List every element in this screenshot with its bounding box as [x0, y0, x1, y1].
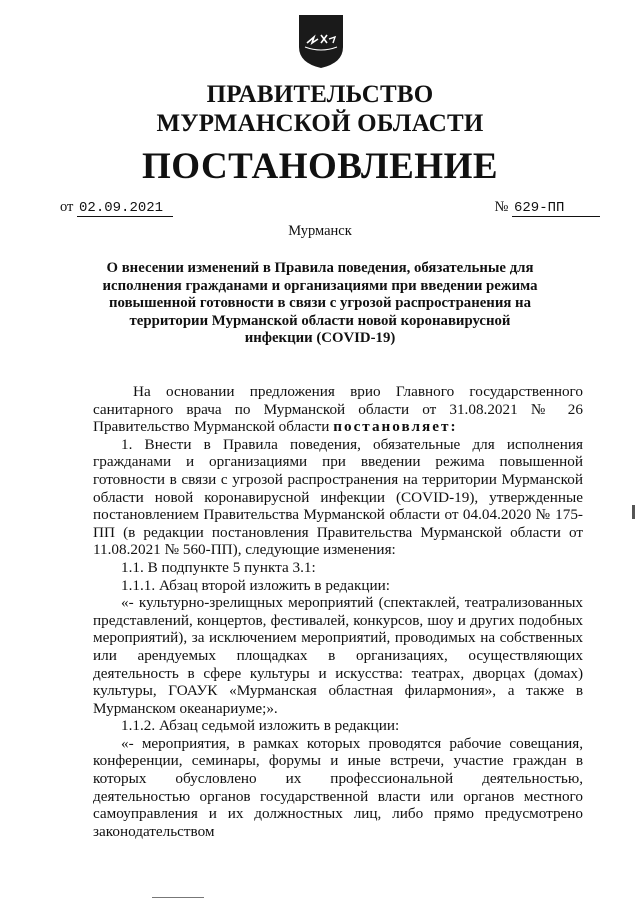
city: Мурманск — [288, 223, 352, 239]
paragraph-1: 1. Внести в Правила поведения, обязательные для исполнения гражданами и организациями при введении режима повышенной готовности в связи с угрозой распространения на территории Мурманской области новой коронавирусной инфекции (COVID-19), утвержденные постановлением Правительства Мурманской области от 04.04.2020 № 175-ПП (в редакции постановления Правительства Мурманской области от 11.08.2021 № 560-ПП), следующие изменения: — [93, 435, 583, 559]
footer-rule — [152, 897, 204, 898]
number-value: 629-ПП — [512, 200, 600, 217]
document-date — [60, 199, 173, 217]
org-line-1: ПРАВИТЕЛЬСТВО — [206, 81, 434, 108]
coat-of-arms-icon — [297, 13, 345, 69]
document-type: ПОСТАНОВЛЕНИЕ — [141, 146, 499, 187]
resolves-word: постановляет: — [333, 418, 458, 436]
number-prefix: № — [494, 199, 509, 215]
paragraph-1-1-1: 1.1.1. Абзац второй изложить в редакции: — [121, 576, 390, 594]
paragraph-1-1-2: 1.1.2. Абзац седьмой изложить в редакции: — [121, 717, 400, 735]
document-body — [93, 383, 583, 840]
paragraph-1-1: 1.1. В подпункте 5 пункта 3.1: — [121, 558, 316, 576]
date-value: 02.09.2021 — [77, 200, 173, 217]
preamble-text: На основании предложения врио Главного государственного санитарного врача по Мурманской области от 31.08.2021 № 26 Правительство Мурманской области — [93, 383, 583, 436]
scan-edge-mark — [632, 505, 635, 519]
date-number-row — [60, 197, 600, 219]
document-title: О внесении изменений в Правила поведения, обязательные для исполнения гражданами и организациями при введении режима повышенной готовности в связи с угрозой распространения на территории Мурманской области новой коронавирусной инфекции (COVID-19) — [102, 260, 538, 346]
document-number — [495, 199, 600, 217]
paragraph-quote-1: «- культурно-зрелищных мероприятий (спектаклей, театрализованных представлений, концертов, фестивалей, конкурсов, шоу и других подобных мероприятий), за исключением мероприятий, проводимых на собственных или арендуемых площадках в организациях, осуществляющих деятельность в сфере культуры и искусства: театрах, дворцах (домах) культуры, ГОАУК «Мурманская областная филармония», а также в Мурманском океанариуме;». — [93, 594, 583, 717]
paragraph-quote-2: «- мероприятия, в рамках которых проводятся рабочие совещания, конференции, семинары, форумы и иные встречи, участие граждан в которых обусловлено их профессиональной деятельностью, деятельностью органов государственной власти или органов местного самоуправления и их должностных лиц, либо прямо предусмотрено законодательством — [93, 734, 583, 840]
org-line-2: МУРМАНСКОЙ ОБЛАСТИ — [156, 110, 484, 137]
date-prefix: от — [60, 199, 74, 215]
organization-name — [0, 80, 640, 138]
paragraph-preamble — [93, 383, 583, 436]
